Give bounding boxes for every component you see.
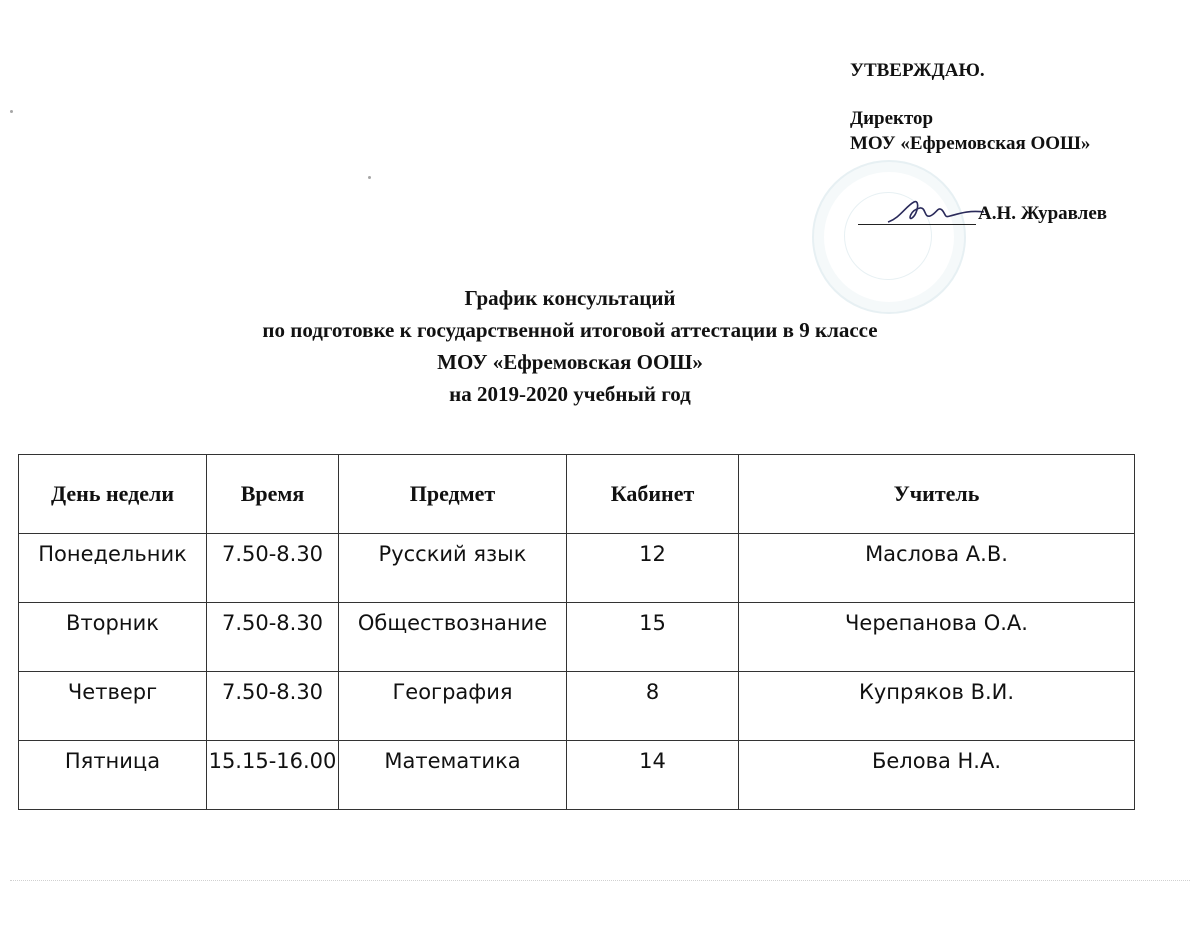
document-title — [0, 283, 1140, 411]
cell-time: 15.15-16.00 — [207, 741, 339, 810]
table-row — [19, 741, 1135, 810]
cell-room: 12 — [567, 534, 739, 603]
cell-room: 8 — [567, 672, 739, 741]
cell-time: 7.50-8.30 — [207, 603, 339, 672]
cell-room: 15 — [567, 603, 739, 672]
consultation-schedule-table — [18, 454, 1135, 810]
cell-day: Пятница — [19, 741, 207, 810]
cell-day: Вторник — [19, 603, 207, 672]
approve-label: УТВЕРЖДАЮ. — [850, 60, 985, 81]
scan-speck — [368, 176, 371, 179]
title-line-1: График консультаций — [464, 286, 676, 310]
header-subject: Предмет — [339, 455, 567, 534]
header-teacher: Учитель — [739, 455, 1135, 534]
title-line-2: по подготовке к государственной итоговой аттестации в 9 классе — [262, 317, 878, 342]
cell-subject: Математика — [339, 741, 567, 810]
signatory-name: А.Н. Журавлев — [978, 203, 1108, 224]
approval-block — [850, 58, 1090, 157]
cell-room: 14 — [567, 741, 739, 810]
cell-teacher: Купряков В.И. — [739, 672, 1135, 741]
organization-name: МОУ «Ефремовская ООШ» — [850, 133, 1091, 155]
signature-underline — [858, 206, 976, 225]
cell-subject: Русский язык — [339, 534, 567, 603]
header-room: Кабинет — [567, 455, 739, 534]
cell-day: Понедельник — [19, 534, 207, 603]
scan-artifact-line — [10, 880, 1190, 883]
director-position: Директор — [850, 107, 934, 129]
cell-time: 7.50-8.30 — [207, 672, 339, 741]
cell-teacher: Черепанова О.А. — [739, 603, 1135, 672]
table-header-row — [19, 455, 1135, 534]
cell-subject: География — [339, 672, 567, 741]
cell-subject: Обществознание — [339, 603, 567, 672]
table-row — [19, 603, 1135, 672]
title-line-3: МОУ «Ефремовская ООШ» — [437, 349, 703, 374]
title-line-4: на 2019-2020 учебный год — [449, 381, 691, 406]
signature-line — [858, 203, 1107, 225]
table-row — [19, 672, 1135, 741]
scan-speck — [10, 110, 13, 113]
cell-time: 7.50-8.30 — [207, 534, 339, 603]
cell-teacher: Белова Н.А. — [739, 741, 1135, 810]
header-time: Время — [207, 455, 339, 534]
header-day: День недели — [19, 455, 207, 534]
table-row — [19, 534, 1135, 603]
cell-day: Четверг — [19, 672, 207, 741]
cell-teacher: Маслова А.В. — [739, 534, 1135, 603]
